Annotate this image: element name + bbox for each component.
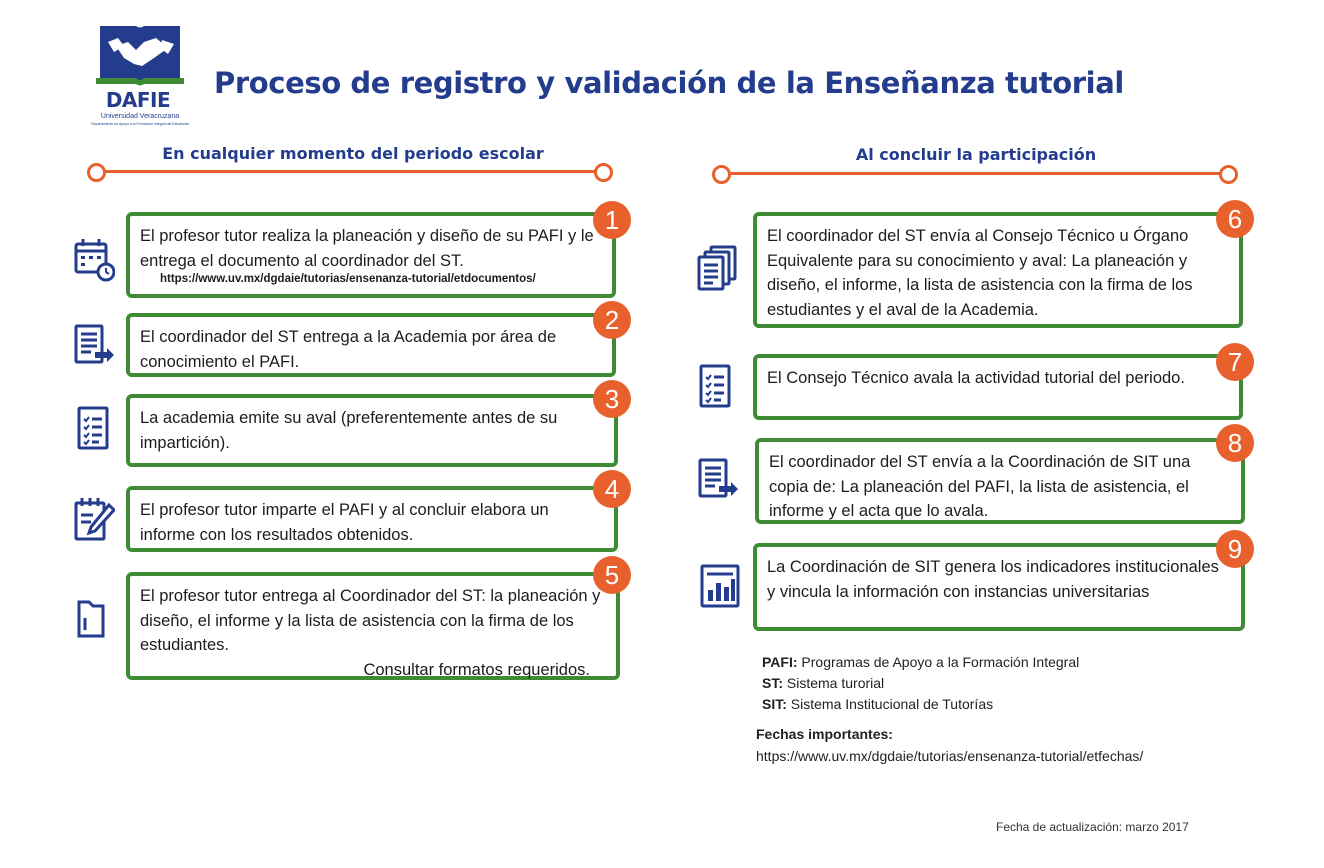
step-text-9: La Coordinación de SIT genera los indicadores institucionales y vincula la información con instancias universitarias	[767, 558, 1219, 601]
step-url-1[interactable]: https://www.uv.mx/dgdaie/tutorias/ensenanza-tutorial/etdocumentos/	[160, 273, 536, 285]
update-date: Fecha de actualización: marzo 2017	[996, 820, 1189, 834]
glossary-term: SIT:	[762, 696, 787, 712]
step-box-6	[753, 212, 1243, 328]
logo-department: Departamento de Apoyo a la Formación Integral del Estudiante	[91, 122, 189, 126]
step-text-7: El Consejo Técnico avala la actividad tutorial del periodo.	[767, 369, 1185, 387]
glossary-term: ST:	[762, 675, 783, 691]
step-text-2: El coordinador del ST entrega a la Academia por área de conocimiento el PAFI.	[140, 328, 557, 371]
documents-stack-icon	[697, 244, 739, 292]
fechas-title: Fechas importantes:	[756, 726, 893, 742]
step-box-4	[126, 486, 618, 552]
step-badge-3: 3	[593, 380, 631, 418]
step-box-8	[755, 438, 1245, 524]
fechas-url-link[interactable]: https://www.uv.mx/dgdaie/tutorias/ensenanza-tutorial/etfechas/	[756, 748, 1144, 764]
section-rule-left	[103, 170, 597, 173]
notepad-pencil-icon	[73, 495, 115, 543]
glossary-item-sit	[762, 694, 1079, 715]
section-title-left: En cualquier momento del periodo escolar	[162, 144, 544, 163]
document-send-icon	[73, 322, 115, 370]
step-box-7	[753, 354, 1243, 420]
step-note-5[interactable]: Consultar formatos requeridos.	[363, 660, 590, 679]
glossary-term: PAFI:	[762, 654, 798, 670]
logo-university: Universidad Veracruzana	[100, 113, 180, 120]
step-badge-8: 8	[1216, 424, 1254, 462]
document-send-icon	[697, 456, 739, 504]
page-title: Proceso de registro y validación de la Enseñanza tutorial	[214, 66, 1124, 100]
glossary-def: Sistema Institucional de Tutorías	[790, 696, 994, 712]
step-text-1: El profesor tutor realiza la planeación y diseño de su PAFI y le entrega el documento al coordinador del ST.	[140, 227, 594, 270]
step-badge-4: 4	[593, 470, 631, 508]
logo-name: DAFIE	[105, 88, 171, 112]
glossary-def: Programas de Apoyo a la Formación Integral	[801, 654, 1080, 670]
step-text-6: El coordinador del ST envía al Consejo Técnico u Órgano Equivalente para su conocimiento y aval: La planeación y diseño, el informe, la lista de asistencia con la firma de los estudiantes y el aval de la Academia.	[767, 227, 1193, 319]
step-box-1	[126, 212, 616, 298]
step-text-3: La academia emite su aval (preferentemente antes de su impartición).	[140, 409, 558, 452]
step-badge-9: 9	[1216, 530, 1254, 568]
step-text-5: El profesor tutor entrega al Coordinador del ST: la planeación y diseño, el informe y la lista de asistencia con la firma de los estudiantes.	[140, 587, 601, 654]
section-rule-right	[728, 172, 1222, 175]
glossary-item-pafi	[762, 652, 1079, 673]
step-badge-6: 6	[1216, 200, 1254, 238]
step-badge-7: 7	[1216, 343, 1254, 381]
glossary	[762, 652, 1079, 715]
step-badge-5: 5	[593, 556, 631, 594]
step-badge-1: 1	[593, 201, 631, 239]
step-badge-2: 2	[593, 301, 631, 339]
step-text-8: El coordinador del ST envía a la Coordinación de SIT una copia de: La planeación del PAFI, la lista de asistencia, el informe y el acta que lo avala.	[769, 453, 1191, 520]
glossary-def: Sistema turorial	[786, 675, 885, 691]
checklist-icon	[697, 362, 739, 410]
checklist-icon	[75, 404, 117, 452]
step-box-3	[126, 394, 618, 467]
step-text-4: El profesor tutor imparte el PAFI y al concluir elabora un informe con los resultados obtenidos.	[140, 501, 549, 544]
step-box-5	[126, 572, 620, 680]
glossary-item-st	[762, 673, 1079, 694]
step-box-9	[753, 543, 1245, 631]
step-box-2	[126, 313, 616, 377]
calendar-clock-icon	[73, 236, 115, 284]
bar-chart-icon	[699, 562, 741, 610]
section-title-right: Al concluir la participación	[855, 145, 1097, 164]
folder-icon	[75, 596, 117, 644]
